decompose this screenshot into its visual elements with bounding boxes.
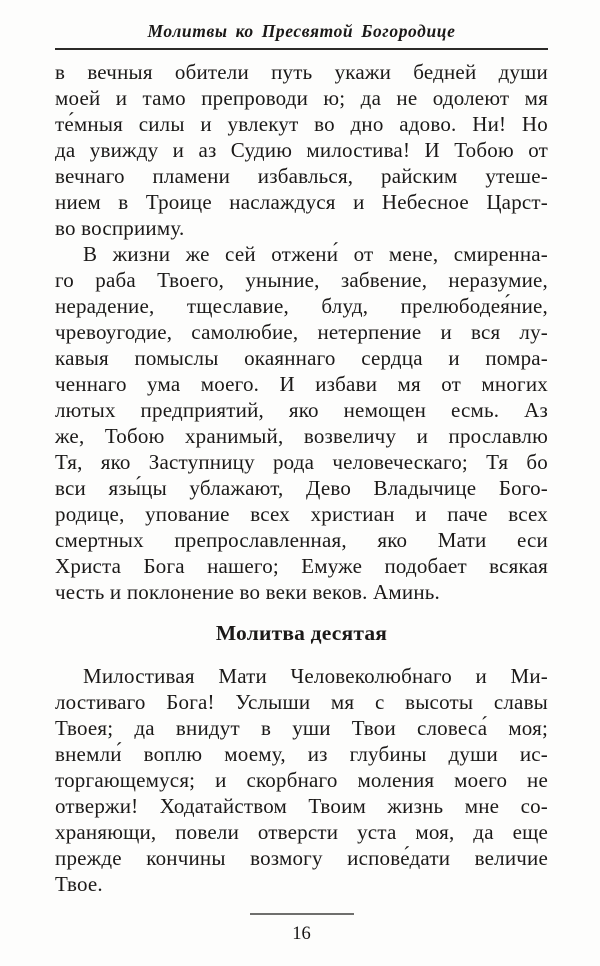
prayer-line: нерадение, тщеславие, блуд, прелюбодея́ние, (55, 294, 548, 318)
prayer-line: те́мныя силы и увлекут во дно адово. Ни! Но (55, 112, 548, 136)
prayer-line: лютых предприятий, яко немощен есмь. Аз (55, 398, 548, 422)
prayer-paragraph (55, 241, 548, 605)
prayer-line: ченнаго ума моего. И избави мя от многих (55, 372, 548, 396)
prayer-line: Тя, яко Заступницу рода человеческаго; Тя бо (55, 450, 548, 474)
prayer-paragraph (55, 663, 548, 897)
page-footer (55, 913, 548, 944)
prayer-line: в вечныя обители путь укажи бедней души (55, 60, 548, 84)
prayer-line: же, Тобою хранимый, возвеличу и прославлю (55, 424, 548, 448)
running-head: Молитвы ко Пресвятой Богородице (147, 21, 456, 41)
prayer-heading: Молитва десятая (215, 621, 388, 645)
prayer-line: Твое. (55, 872, 103, 896)
page-body (55, 59, 548, 897)
prayer-line: честь и поклонение во веки веков. Аминь. (55, 580, 440, 604)
footer-rule (250, 913, 354, 915)
prayer-line: Христа Бога нашего; Емуже подобает всякая (55, 554, 548, 578)
prayer-paragraph (55, 59, 548, 241)
prayer-line: смертных препрославленная, яко Мати еси (55, 528, 548, 552)
prayer-line: чревоугодие, самолюбие, нетерпение и вся лу- (55, 320, 548, 344)
prayer-line: Твоея; да внидут в уши Твои словеса́ моя; (55, 716, 548, 740)
prayer-line: вси язы́цы ублажают, Дево Владычице Бого- (55, 476, 548, 500)
prayer-line: го раба Твоего, уныние, забвение, неразумие, (55, 268, 548, 292)
prayer-line: храняющи, повели отверсти уста моя, да еще (55, 820, 548, 844)
prayer-line: отвержи! Ходатайством Твоим жизнь мне со- (55, 794, 548, 818)
page-number: 16 (292, 924, 311, 944)
prayer-line: вечнаго пламени избавлься, райским утеше- (55, 164, 548, 188)
prayer-line: родице, упование всех христиан и паче всех (55, 502, 548, 526)
prayer-line: торгающемуся; и скорбнаго моления моего не (55, 768, 548, 792)
prayer-line: да увижду и аз Судию милостива! И Тобою от (55, 138, 548, 162)
prayer-line: В жизни же сей отжени́ от мене, смиренна- (83, 242, 548, 266)
prayer-line: нием в Троице наслаждуся и Небесное Царст- (55, 190, 548, 214)
prayer-line: во восприиму. (55, 216, 185, 240)
prayer-line: лостиваго Бога! Услыши мя с высоты славы (55, 690, 548, 714)
prayer-line: Милостивая Мати Человеколюбнаго и Ми- (83, 664, 548, 688)
header-rule (55, 48, 548, 50)
prayer-line: внемли́ воплю моему, из глубины души ис- (55, 742, 548, 766)
prayer-line: моей и тамо препроводи ю; да не одолеют мя (55, 86, 548, 110)
prayer-line: прежде кончины возмогу испове́дати величие (55, 846, 548, 870)
prayer-line: кавыя помыслы окаяннаго сердца и помра- (55, 346, 548, 370)
